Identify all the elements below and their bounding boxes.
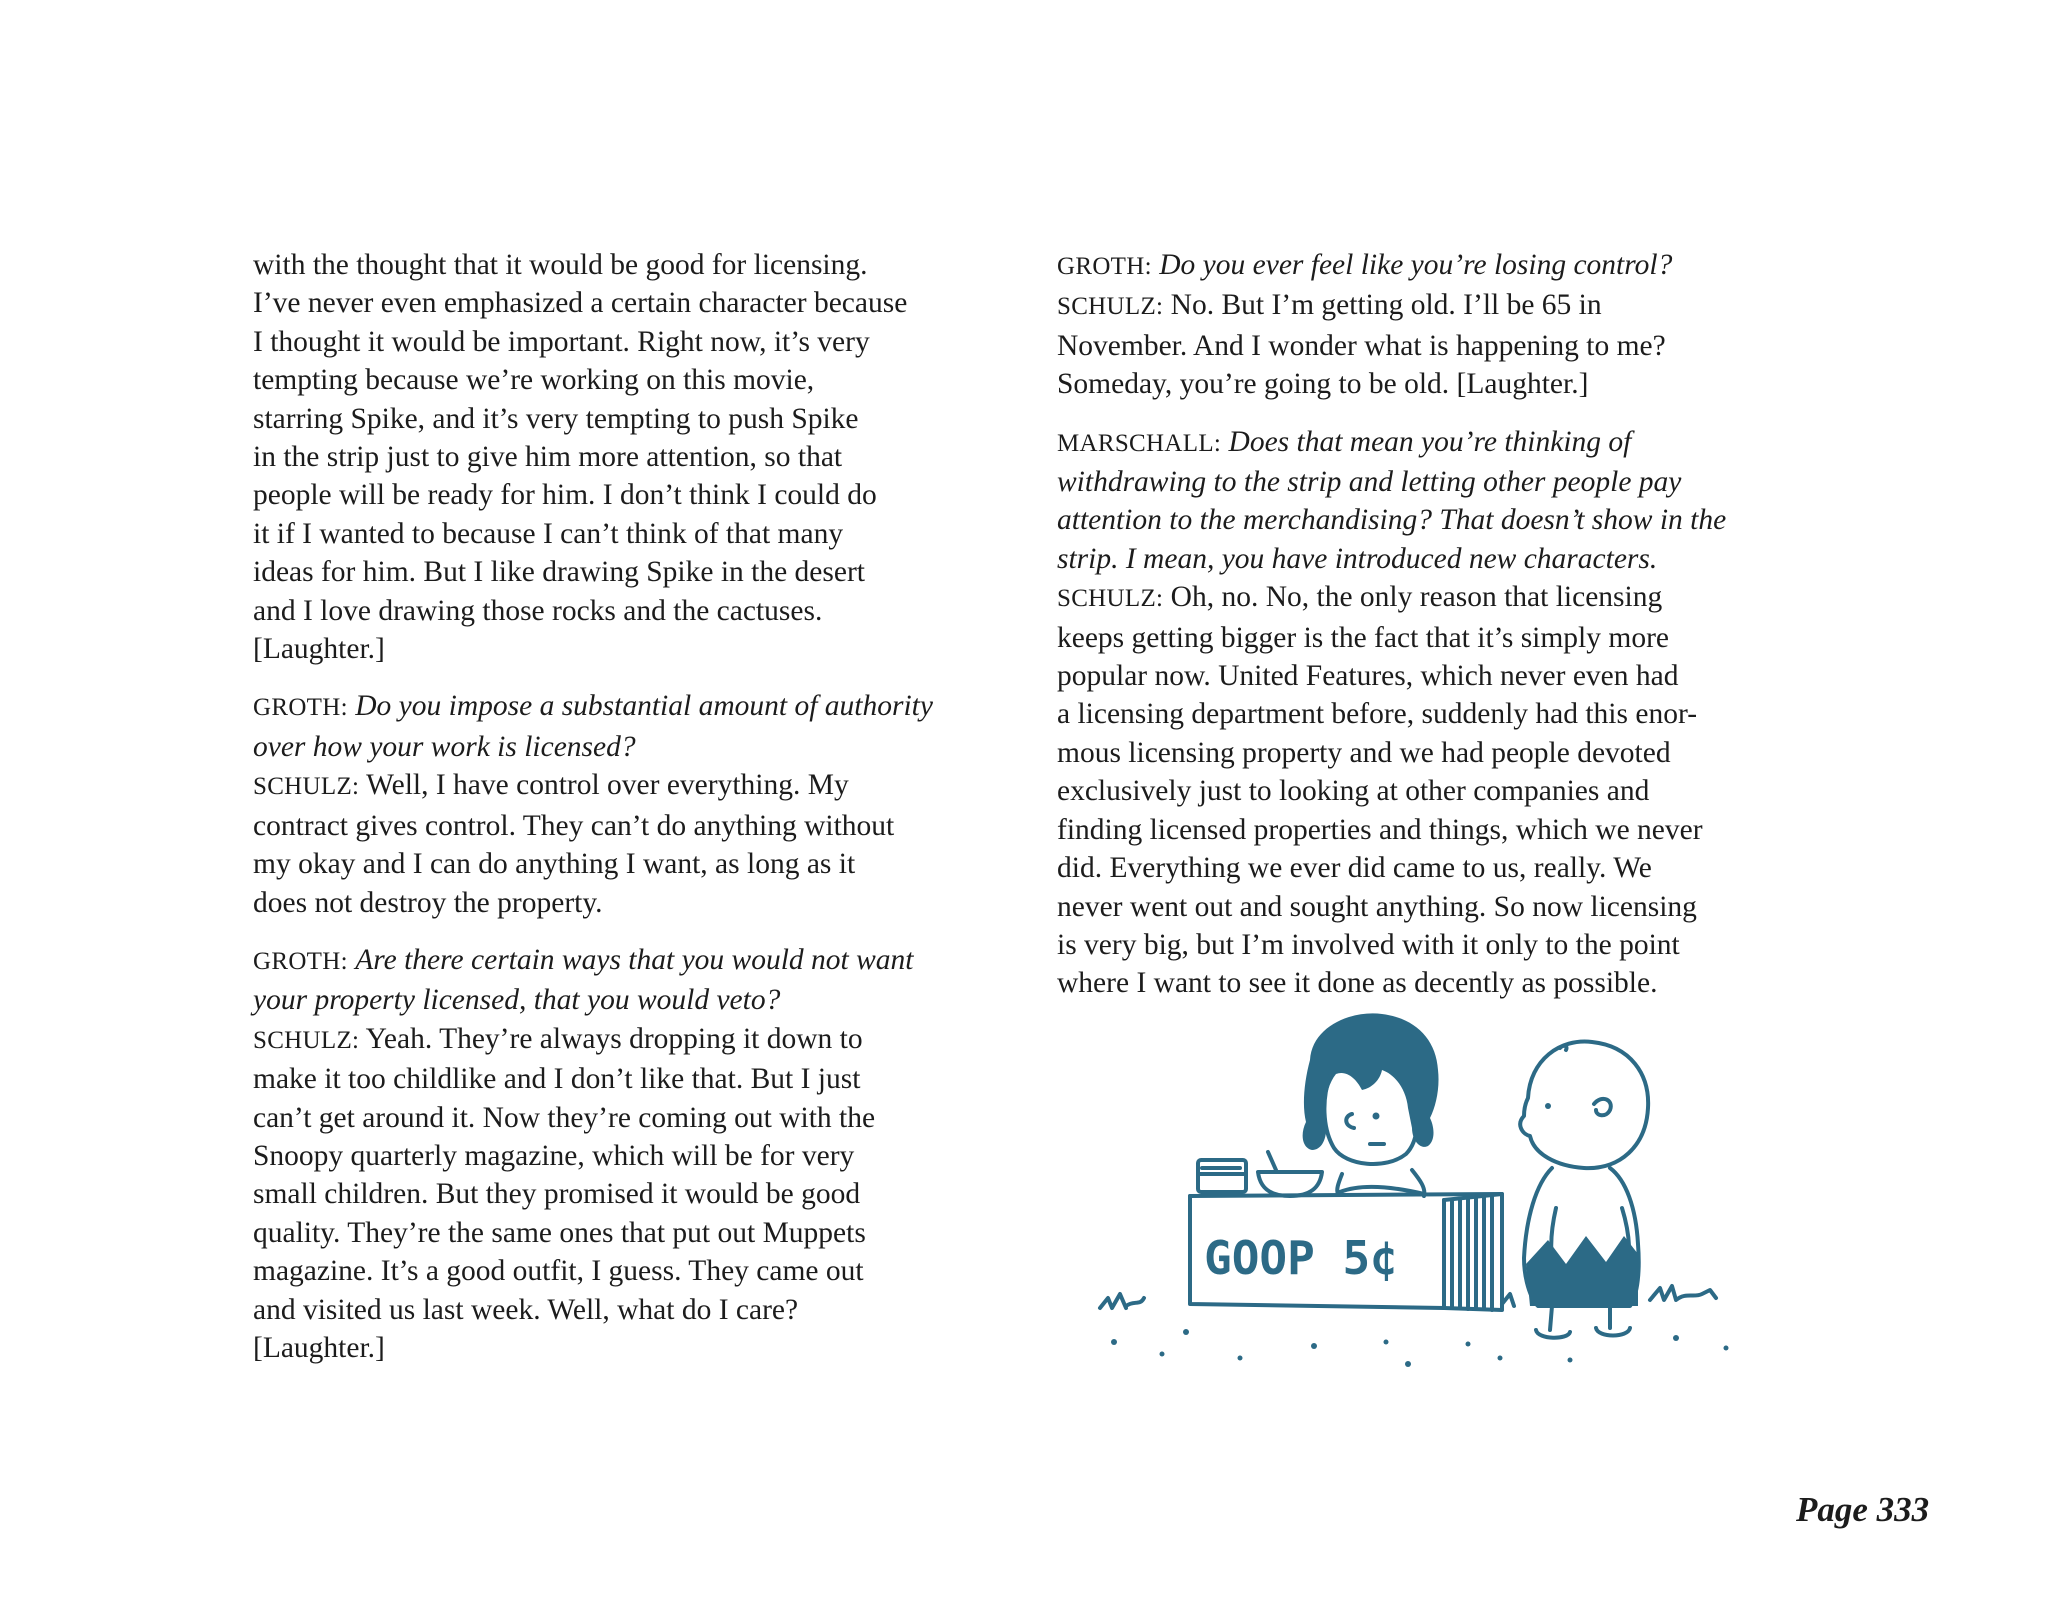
answer-text: No. But I’m getting old. I’ll be 65 in <box>1170 289 1602 322</box>
goop-spoon <box>1268 1152 1276 1170</box>
goop-box-lines <box>1200 1168 1244 1174</box>
pebble <box>1311 1343 1317 1349</box>
page-number: Page 333 <box>1796 1490 1930 1529</box>
paragraph-licensing-answer <box>253 246 1023 668</box>
speaker-label: SCHULZ: <box>1057 293 1164 321</box>
text-line: in the strip just to give him more attention, so that <box>253 441 843 474</box>
charlie-shirt-zigzag <box>1526 1236 1638 1306</box>
speaker-label: SCHULZ: <box>1057 585 1164 613</box>
stand-sign-text: GOOP 5¢ <box>1204 1231 1398 1285</box>
text-line: popular now. United Features, which never even had <box>1057 660 1679 693</box>
pebble <box>1568 1358 1573 1363</box>
text-line: small children. But they promised it would be good <box>253 1178 861 1211</box>
stand-top <box>1190 1194 1502 1196</box>
question-line <box>253 941 1023 981</box>
text-line: and I love drawing those rocks and the cactuses. <box>253 594 823 627</box>
right-column <box>1057 246 1827 1022</box>
text-line: I thought it would be important. Right now, it’s very <box>253 325 870 358</box>
text-line: Someday, you’re going to be old. [Laughter.] <box>1057 368 1589 401</box>
charlie-ear <box>1594 1099 1611 1115</box>
paragraph-control-exchange <box>1057 246 1827 404</box>
grass-tuft <box>1100 1294 1144 1308</box>
text-line: magazine. It’s a good outfit, I guess. They came out <box>253 1255 864 1288</box>
paragraph-merchandising-exchange <box>1057 423 1827 1003</box>
pebble <box>1498 1356 1503 1361</box>
question-text: strip. I mean, you have introduced new characters. <box>1057 542 1658 575</box>
charlie-head <box>1520 1042 1648 1169</box>
stand-side-shading <box>1452 1195 1492 1310</box>
answer-text: Well, I have control over everything. My <box>366 769 849 802</box>
text-line: starring Spike, and it’s very tempting to push Spike <box>253 402 859 435</box>
question-text: attention to the merchandising? That doesn’t show in the <box>1057 504 1727 537</box>
speaker-label: GROTH: <box>253 947 348 975</box>
text-line: keeps getting bigger is the fact that it’s simply more <box>1057 621 1669 654</box>
text-line: quality. They’re the same ones that put out Muppets <box>253 1216 866 1249</box>
text-line: a licensing department before, suddenly had this enor- <box>1057 698 1698 731</box>
text-line: ideas for him. But I like drawing Spike in the desert <box>253 556 865 589</box>
pebble <box>1724 1346 1729 1351</box>
text-line: my okay and I can do anything I want, as long as it <box>253 848 856 881</box>
speaker-label: MARSCHALL: <box>1057 429 1222 457</box>
text-line: does not destroy the property. <box>253 886 603 919</box>
pebble <box>1466 1342 1471 1347</box>
left-column <box>253 246 1023 1386</box>
pebble <box>1160 1352 1165 1357</box>
text-line: finding licensed properties and things, which we never <box>1057 813 1703 846</box>
goop-bowl <box>1258 1172 1322 1196</box>
text-line: with the thought that it would be good for licensing. <box>253 249 868 281</box>
question-text: withdrawing to the strip and letting other people pay <box>1057 466 1682 499</box>
text-line: [Laughter.] <box>253 633 385 666</box>
lucy-nose <box>1346 1114 1354 1128</box>
pebble <box>1238 1356 1243 1361</box>
answer-line <box>253 766 1023 806</box>
pebble <box>1405 1361 1411 1367</box>
text-line: where I want to see it done as decently as possible. <box>1057 967 1658 1000</box>
answer-line <box>253 1020 1023 1060</box>
charlie-legs <box>1550 1306 1610 1330</box>
question-text: Do you ever feel like you’re losing control? <box>1159 249 1673 281</box>
charlie-eye <box>1545 1103 1551 1109</box>
text-line: and visited us last week. Well, what do I care? <box>253 1293 799 1326</box>
speaker-label: GROTH: <box>253 694 348 722</box>
lucy-eye <box>1373 1113 1380 1120</box>
text-line: exclusively just to looking at other companies and <box>1057 775 1650 808</box>
text-line: people will be ready for him. I don’t think I could do <box>253 479 877 512</box>
text-line: I’ve never even emphasized a certain character because <box>253 287 908 320</box>
paragraph-veto-exchange <box>253 941 1023 1367</box>
answer-text: Yeah. They’re always dropping it down to <box>365 1022 863 1055</box>
text-line: can’t get around it. Now they’re coming out with the <box>253 1101 876 1134</box>
text-line: make it too childlike and I don’t like that. But I just <box>253 1063 861 1096</box>
speaker-label: SCHULZ: <box>253 773 360 801</box>
grass-tuft <box>1650 1286 1716 1300</box>
paragraph-authority-exchange <box>253 687 1023 921</box>
text-line: Snoopy quarterly magazine, which will be for very <box>253 1139 855 1172</box>
pebble <box>1384 1340 1389 1345</box>
text-line: tempting because we’re working on this movie, <box>253 364 815 397</box>
question-text: Do you impose a substantial amount of authority <box>355 690 933 723</box>
answer-line <box>1057 286 1827 326</box>
text-line: mous licensing property and we had people devoted <box>1057 736 1671 769</box>
ground-pebbles <box>1111 1329 1729 1367</box>
question-text: Does that mean you’re thinking of <box>1228 425 1632 458</box>
question-line <box>1057 246 1827 286</box>
pebble <box>1673 1335 1679 1341</box>
speaker-label: GROTH: <box>1057 253 1152 280</box>
question-text: Are there certain ways that you would not want <box>355 943 914 976</box>
lucy-goop-stand-illustration <box>1090 1008 1760 1418</box>
question-line <box>1057 423 1827 463</box>
text-line: [Laughter.] <box>253 1331 385 1364</box>
text-line: it if I wanted to because I can’t think of that many <box>253 517 844 550</box>
answer-line <box>1057 578 1827 618</box>
charlie-hair <box>1560 1046 1567 1050</box>
text-line: contract gives control. They can’t do anything without <box>253 809 895 842</box>
text-line: is very big, but I’m involved with it only to the point <box>1057 928 1680 961</box>
answer-text: Oh, no. No, the only reason that licensing <box>1170 581 1663 614</box>
question-text: your property licensed, that you would veto? <box>253 984 781 1017</box>
text-line: November. And I wonder what is happening to me? <box>1057 329 1666 362</box>
text-line: did. Everything we ever did came to us, really. We <box>1057 852 1652 885</box>
question-line <box>253 687 1023 727</box>
lucy-arms <box>1337 1170 1424 1196</box>
speaker-label: SCHULZ: <box>253 1026 360 1054</box>
pebble <box>1183 1329 1189 1335</box>
pebble <box>1111 1339 1117 1345</box>
text-line: never went out and sought anything. So now licensing <box>1057 890 1697 923</box>
question-text: over how your work is licensed? <box>253 730 636 763</box>
